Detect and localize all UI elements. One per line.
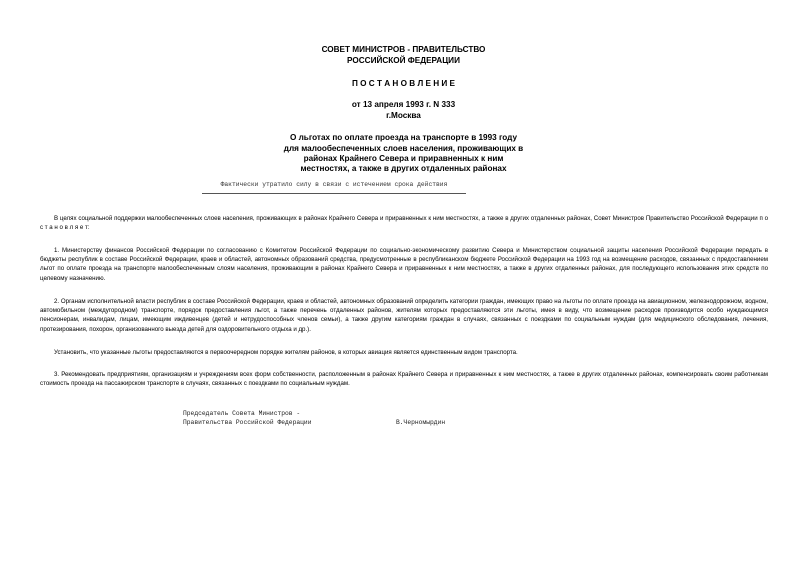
- status-divider: [202, 193, 466, 194]
- signatory-position-line-2: Правительства Российской Федерации: [183, 419, 312, 426]
- document-title-line-4: местностях, а также в других отдаленных районах: [300, 164, 507, 173]
- document-title-line-2: для малообеспеченных слоев населения, проживающих в: [283, 144, 524, 153]
- clause-2-addendum-paragraph: Установить, что указанные льготы предоставляются в первоочередном порядке жителям районов, в которых авиация является единственным видом транспорта.: [54, 349, 518, 356]
- document-title-line-3: районах Крайнего Севера и приравненных к ним: [303, 154, 504, 163]
- document-date-number: от 13 апреля 1993 г. N 333: [351, 100, 456, 109]
- preamble-paragraph: В целях социальной поддержки малообеспеченных слоев населения, проживающих в районах Крайнего Севера и приравненных к ним местностях, а также в других отдаленных районах, Совет Министров Правительство Российской Федерации п о с т а н о в л я е т:: [40, 215, 768, 232]
- document-title-line-1: О льготах по оплате проезда на транспорте в 1993 году: [289, 133, 518, 142]
- document-type: П О С Т А Н О В Л Е Н И Е: [351, 79, 456, 88]
- signatory-name: В.Черномырдин: [396, 419, 446, 426]
- clause-2-paragraph: 2. Органам исполнительной власти республик в составе Российской Федерации, краев и областей, автономных образований определить категории граждан, имеющих право на льготы по оплате проезда на авиационном, железнодорожном, водном, автомобильном (междугородном) транспорте, порядок предоставления льгот, а также перечень отдаленных районов, жителям которых предоставляются эти льготы, имея в виду, что возмещение расходов производится особо нуждающимся пенсионерам, инвалидам, лицам, имеющим иждивенцев (детей и нетрудоспособных членов семьи), а также другим категориям граждан в случаях, связанных с поездками по социальным нуждам (для медицинского обследования, лечения, протезирования, похорон, организованного выезда детей для оздоровительного отдыха и др.).: [40, 298, 768, 333]
- clause-3-paragraph: 3. Рекомендовать предприятиям, организациям и учреждениям всех форм собственности, расположенным в районах Крайнего Севера и приравненных к ним местностях, а также в других отдаленных районах, компенсировать своим работникам стоимость проезда на пассажирском транспорте в случаях, связанных с поездками по социальным нуждам.: [40, 371, 768, 388]
- issuer-line-1: СОВЕТ МИНИСТРОВ - ПРАВИТЕЛЬСТВО: [321, 45, 486, 54]
- status-note: Фактически утратило силу в связи с истечением срока действия: [220, 181, 448, 188]
- issuer-line-2: РОССИЙСКОЙ ФЕДЕРАЦИИ: [347, 56, 460, 65]
- signatory-position-line-1: Председатель Совета Министров -: [183, 410, 301, 417]
- document-city: г.Москва: [386, 111, 421, 120]
- clause-1-paragraph: 1. Министерству финансов Российской Федерации по согласованию с Комитетом Российской Федерации по социально-экономическому развитию Севера и Министерством социальной защиты населения Российской Федерации передать в бюджеты республик в составе Российской Федерации, краев и областей, автономных образований средства, предусмотренные в республиканском бюджете Российской Федерации на 1993 год на возмещение расходов, связанных с предоставлением льгот по оплате проезда на транспорте малообеспеченным слоям населения, проживающим в районах Крайнего Севера и приравненных к ним местностях, а также в других отдаленных районах, для последующего использования этих средств по целевому назначению.: [40, 247, 768, 282]
